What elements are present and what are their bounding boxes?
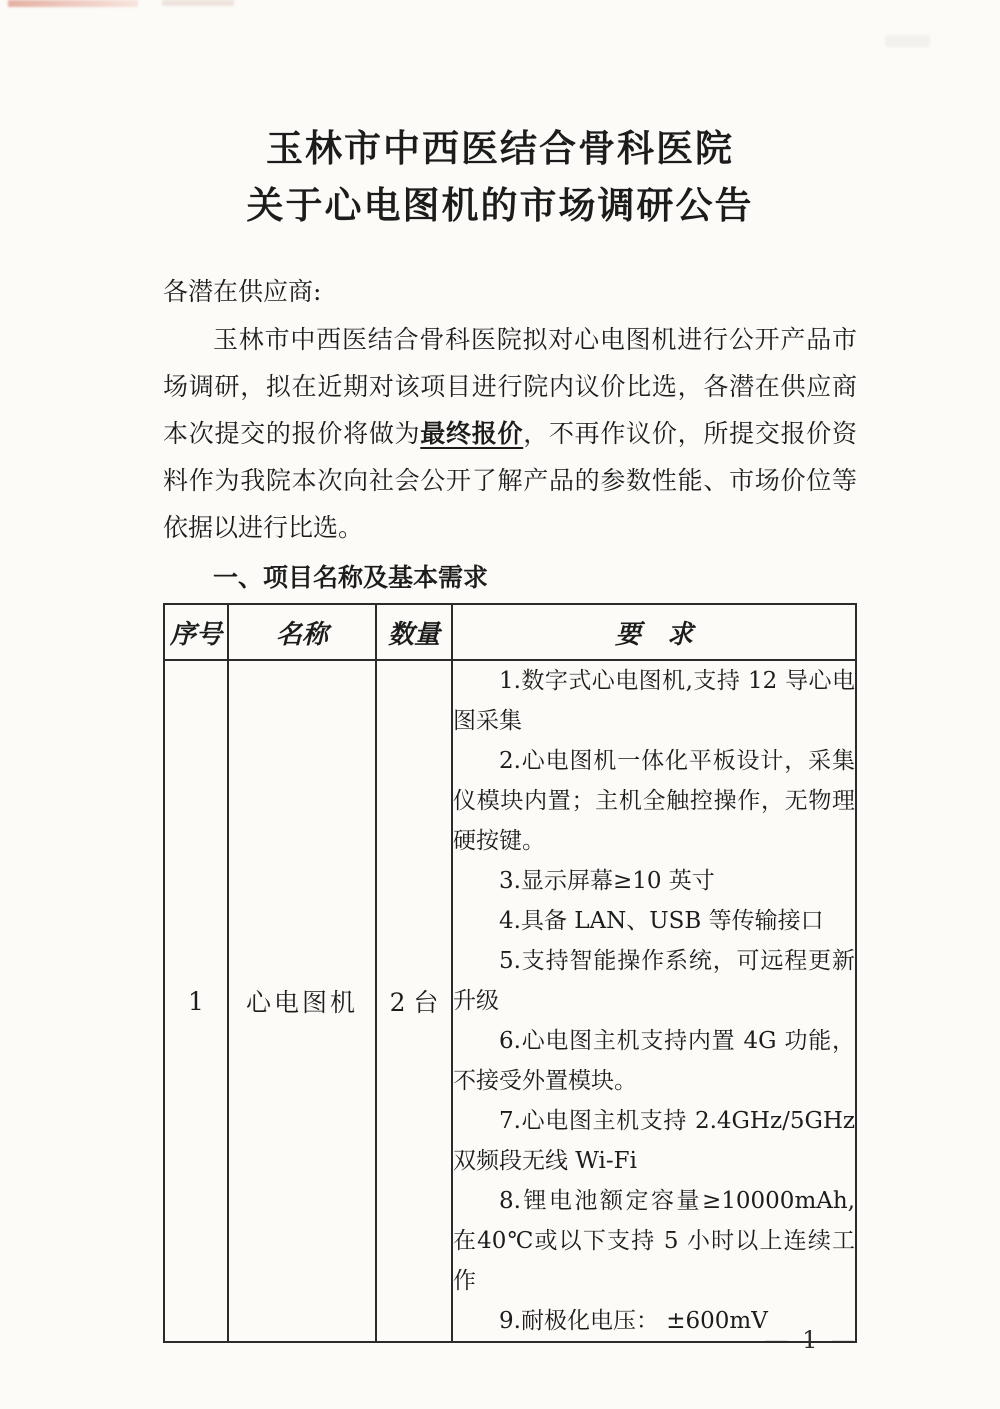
scan-artifact-shadow bbox=[885, 35, 930, 47]
intro-text-before: 玉林市中西医结合骨科医院拟对心电图机进行公开产品市场调研，拟在近期对该项目进行院内议价比选，各潜在供应商本次提交的报价将做为 bbox=[163, 325, 857, 448]
table-row bbox=[164, 660, 856, 1342]
intro-paragraph bbox=[163, 316, 857, 551]
section-heading: 一、项目名称及基本需求 bbox=[213, 563, 489, 592]
title-line-1: 玉林市中西医结合骨科医院 bbox=[266, 126, 734, 170]
table-header-row bbox=[164, 604, 856, 660]
document-body bbox=[163, 268, 857, 1343]
requirement-item-8: 8.锂电池额定容量≥10000mAh,在40℃或以下支持 5 小时以上连续工作 bbox=[453, 1188, 855, 1294]
requirement-item-1: 1.数字式心电图机,支持 12 导心电图采集 bbox=[453, 668, 855, 734]
requirement-item-4: 4.具备 LAN、USB 等传输接口 bbox=[499, 908, 824, 934]
item-name-text: 心电图机 bbox=[245, 988, 358, 1017]
scan-artifact-red-mark bbox=[8, 0, 138, 7]
row-serial-number: 1 bbox=[164, 660, 228, 1342]
title-line-2: 关于心电图机的市场调研公告 bbox=[246, 183, 754, 227]
header-item-name: 名称 bbox=[228, 604, 376, 660]
final-quote-emphasis: 最终报价 bbox=[420, 419, 524, 448]
requirement-item-5: 5.支持智能操作系统，可远程更新升级 bbox=[453, 948, 855, 1014]
header-requirements: 要 求 bbox=[452, 604, 856, 660]
requirement-item-9: 9.耐极化电压： ±600mV bbox=[499, 1308, 768, 1334]
requirements-table bbox=[163, 603, 857, 1343]
requirement-item-6: 6.心电图主机支持内置 4G 功能，不接受外置模块。 bbox=[453, 1028, 855, 1094]
requirement-item-7: 7.心电图主机支持 2.4GHz/5GHz 双频段无线 Wi-Fi bbox=[453, 1108, 855, 1174]
requirement-item-2: 2.心电图机一体化平板设计，采集仪模块内置；主机全触控操作，无物理硬按键。 bbox=[453, 748, 855, 854]
row-quantity: 2 台 bbox=[376, 660, 452, 1342]
document-title bbox=[0, 120, 1000, 234]
scan-artifact-faint-mark bbox=[162, 0, 234, 6]
page-number: — 1 — bbox=[764, 1326, 858, 1354]
header-serial-number: 序号 bbox=[164, 604, 228, 660]
salutation: 各潜在供应商: bbox=[163, 277, 322, 306]
intro-text-after: ，不再作议价，所提交报价资料作为我院本次向社会公开了解产品的参数性能、市场价位等依据以进行比选。 bbox=[163, 419, 857, 542]
row-requirements bbox=[452, 660, 856, 1342]
row-item-name bbox=[228, 660, 376, 1342]
header-quantity: 数量 bbox=[376, 604, 452, 660]
requirement-item-3: 3.显示屏幕≥10 英寸 bbox=[499, 868, 715, 894]
